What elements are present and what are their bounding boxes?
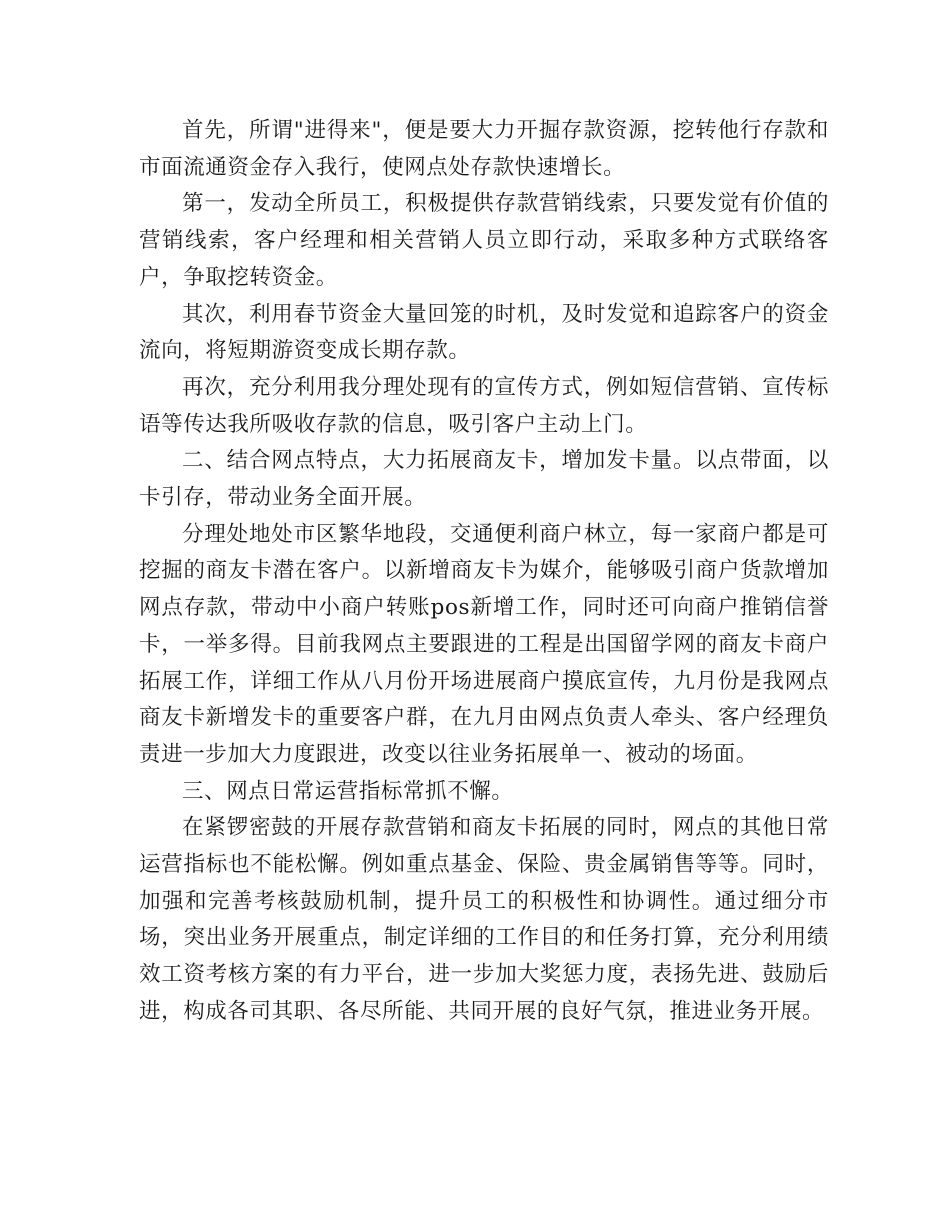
paragraph-8: 在紧锣密鼓的开展存款营销和商友卡拓展的同时，网点的其他日常运营指标也不能松懈。例如重点基金、保险、贵金属销售等等。同时，加强和完善考核鼓励机制，提升员工的积极性和协调性。通过细分市场，突出业务开展重点，制定详细的工作目的和任务打算，充分利用绩效工资考核方案的有力平台，进一步加大奖惩力度，表扬先进、鼓励后进，构成各司其职、各尽所能、共同开展的良好气氛，推进业务开展。 xyxy=(139,815,829,1024)
section-heading-3: 三、网点日常运营指标常抓不懈。 xyxy=(182,778,514,804)
paragraph-1: 首先，所谓"进得来"，便是要大力开掘存款资源，挖转他行存款和市面流通资金存入我行，使网点处存款快速增长。 xyxy=(139,118,829,180)
paragraph-4: 再次，充分利用我分理处现有的宣传方式，例如短信营销、宣传标语等传达我所吸收存款的信息，吸引客户主动上门。 xyxy=(139,374,829,437)
paragraph-6: 分理处地处市区繁华地段，交通便利商户林立，每一家商户都是可挖掘的商友卡潜在客户。以新增商友卡为媒介，能够吸引商户货款增加网点存款，带动中小商户转账pos新增工作，同时还可向商户推销信誉卡，一举多得。目前我网点主要跟进的工程是出国留学网的商友卡商户拓展工作，详细工作从八月份开场进展商户摸底宣传，九月份是我网点商友卡新增发卡的重要客户群，在九月由网点负责人牵头、客户经理负责进一步加大力度跟进，改变以往业务拓展单一、被动的场面。 xyxy=(139,521,829,767)
paragraph-2: 第一，发动全所员工，积极提供存款营销线索，只要发觉有价值的营销线索，客户经理和相关营销人员立即行动，采取多种方式联络客户，争取挖转资金。 xyxy=(139,191,829,290)
paragraph-3: 其次，利用春节资金大量回笼的时机，及时发觉和追踪客户的资金流向，将短期游资变成长期存款。 xyxy=(139,301,829,364)
document-body xyxy=(139,113,829,1031)
section-heading-2: 二、结合网点特点，大力拓展商友卡，增加发卡量。以点带面，以卡引存，带动业务全面开展。 xyxy=(139,448,829,511)
